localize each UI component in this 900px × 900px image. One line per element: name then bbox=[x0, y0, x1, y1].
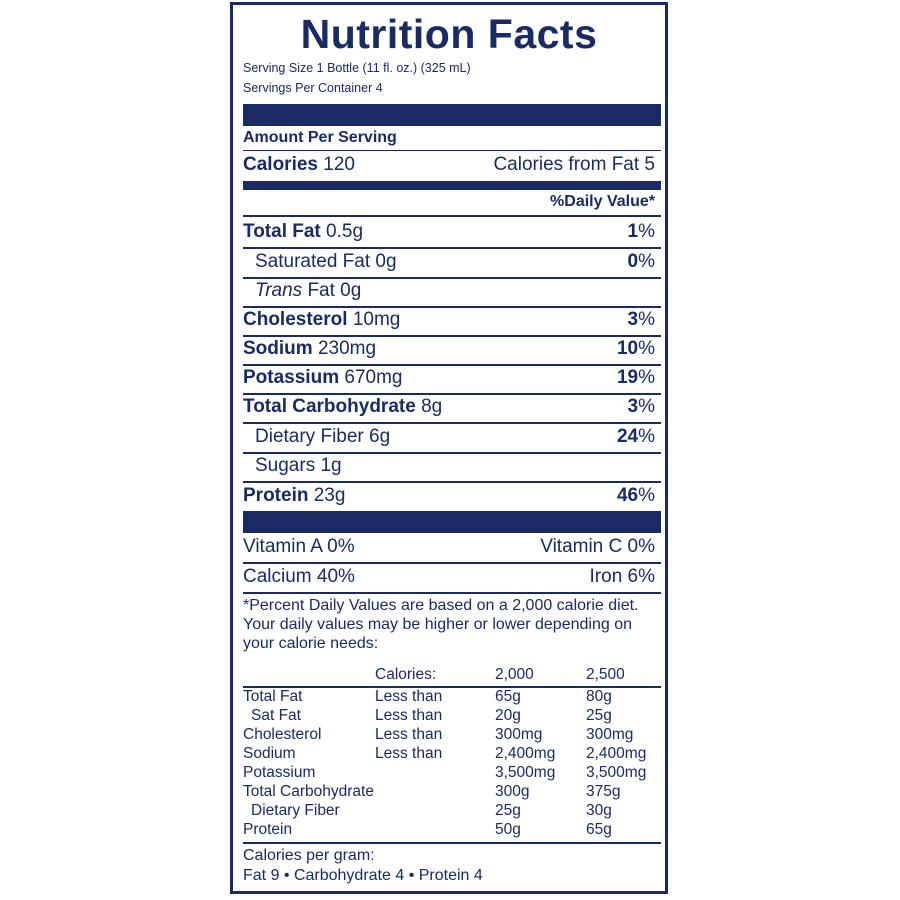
table-cell: 65g bbox=[586, 821, 612, 838]
table-row: Dietary Fiber bbox=[251, 802, 340, 819]
thick-divider bbox=[243, 104, 661, 126]
divider bbox=[243, 592, 661, 594]
label-title: Nutrition Facts bbox=[300, 11, 598, 57]
amount-per-serving: Amount Per Serving bbox=[243, 129, 397, 146]
table-row: Total Carbohydrate bbox=[243, 783, 374, 800]
nutrient-cholesterol: Cholesterol 10mg bbox=[243, 309, 401, 330]
table-row: Cholesterol bbox=[243, 726, 322, 743]
vitamin-c: Vitamin C 0% bbox=[540, 536, 655, 557]
table-row: Protein bbox=[243, 821, 293, 838]
table-cell: 375g bbox=[586, 783, 621, 800]
table-cell: 50g bbox=[495, 821, 521, 838]
table-cell: 300g bbox=[495, 783, 530, 800]
nutrient-sugars: Sugars 1g bbox=[255, 455, 342, 476]
medium-divider bbox=[243, 181, 661, 190]
table-cell: Less than bbox=[375, 726, 443, 743]
divider bbox=[243, 215, 661, 217]
nutrient-potassium: Potassium 670mg bbox=[243, 367, 403, 388]
dv-total-carbohydrate: 3% bbox=[627, 396, 655, 417]
calories-row bbox=[243, 154, 355, 176]
thick-divider bbox=[243, 511, 661, 533]
nutrient-total-fat: Total Fat 0.5g bbox=[243, 221, 364, 242]
divider bbox=[243, 277, 661, 279]
table-cell: 3,500mg bbox=[586, 764, 647, 781]
table-cell: 65g bbox=[495, 688, 521, 705]
dv-cholesterol: 3% bbox=[627, 309, 655, 330]
divider bbox=[243, 150, 661, 151]
footnote-line-3: your calorie needs: bbox=[243, 635, 379, 652]
table-cell: 25g bbox=[586, 707, 612, 724]
table-row: Sodium bbox=[243, 745, 296, 762]
calories-value: 120 bbox=[323, 154, 355, 175]
nutrient-protein: Protein 23g bbox=[243, 485, 346, 506]
divider bbox=[243, 364, 661, 366]
table-cell: 25g bbox=[495, 802, 521, 819]
divider bbox=[243, 247, 661, 249]
table-header-2500: 2,500 bbox=[586, 666, 625, 683]
dv-saturated-fat: 0% bbox=[627, 251, 655, 272]
table-cell: 300mg bbox=[495, 726, 543, 743]
calories-label: Calories bbox=[243, 154, 318, 175]
table-cell: 30g bbox=[586, 802, 612, 819]
table-header-calories: Calories: bbox=[375, 666, 437, 683]
dv-dietary-fiber: 24% bbox=[616, 426, 655, 447]
calories-per-gram-label: Calories per gram: bbox=[243, 847, 375, 864]
table-cell: 3,500mg bbox=[495, 764, 556, 781]
table-row: Sat Fat bbox=[251, 707, 301, 724]
calories-per-gram: Fat 9 • Carbohydrate 4 • Protein 4 bbox=[243, 867, 483, 884]
dv-total-fat: 1% bbox=[627, 221, 655, 242]
table-row: Potassium bbox=[243, 764, 316, 781]
table-cell: 20g bbox=[495, 707, 521, 724]
divider bbox=[243, 842, 661, 844]
nutrient-trans-fat: Trans Fat 0g bbox=[255, 280, 362, 301]
daily-value-header: %Daily Value* bbox=[550, 193, 655, 210]
dv-protein: 46% bbox=[616, 485, 655, 506]
divider bbox=[243, 452, 661, 454]
dv-sodium: 10% bbox=[616, 338, 655, 359]
table-cell: 2,400mg bbox=[586, 745, 647, 762]
table-row: Total Fat bbox=[243, 688, 303, 705]
nutrient-dietary-fiber: Dietary Fiber 6g bbox=[255, 426, 391, 447]
table-cell: 80g bbox=[586, 688, 612, 705]
divider bbox=[243, 481, 661, 483]
divider bbox=[243, 306, 661, 308]
calcium: Calcium 40% bbox=[243, 566, 355, 587]
table-header-2000: 2,000 bbox=[495, 666, 534, 683]
vitamin-a: Vitamin A 0% bbox=[243, 536, 355, 557]
divider bbox=[243, 422, 661, 424]
divider bbox=[243, 335, 661, 337]
footnote-line-2: Your daily values may be higher or lower depending on bbox=[243, 616, 632, 633]
table-cell: 300mg bbox=[586, 726, 634, 743]
table-cell: Less than bbox=[375, 688, 443, 705]
calories-from-fat: Calories from Fat 5 bbox=[493, 154, 655, 175]
nutrient-total-carbohydrate: Total Carbohydrate 8g bbox=[243, 396, 443, 417]
table-cell: Less than bbox=[375, 707, 443, 724]
divider bbox=[243, 562, 661, 564]
dv-potassium: 19% bbox=[616, 367, 655, 388]
table-cell: 2,400mg bbox=[495, 745, 556, 762]
divider bbox=[243, 393, 661, 395]
iron: Iron 6% bbox=[589, 566, 655, 587]
table-cell: Less than bbox=[375, 745, 443, 762]
footnote-line-1: *Percent Daily Values are based on a 2,000 calorie diet. bbox=[243, 597, 639, 614]
serving-size: Serving Size 1 Bottle (11 fl. oz.) (325 mL) bbox=[243, 61, 471, 75]
servings-per-container: Servings Per Container 4 bbox=[243, 81, 383, 95]
nutrient-saturated-fat: Saturated Fat 0g bbox=[255, 251, 397, 272]
nutrition-facts-panel bbox=[230, 2, 668, 894]
nutrient-sodium: Sodium 230mg bbox=[243, 338, 377, 359]
